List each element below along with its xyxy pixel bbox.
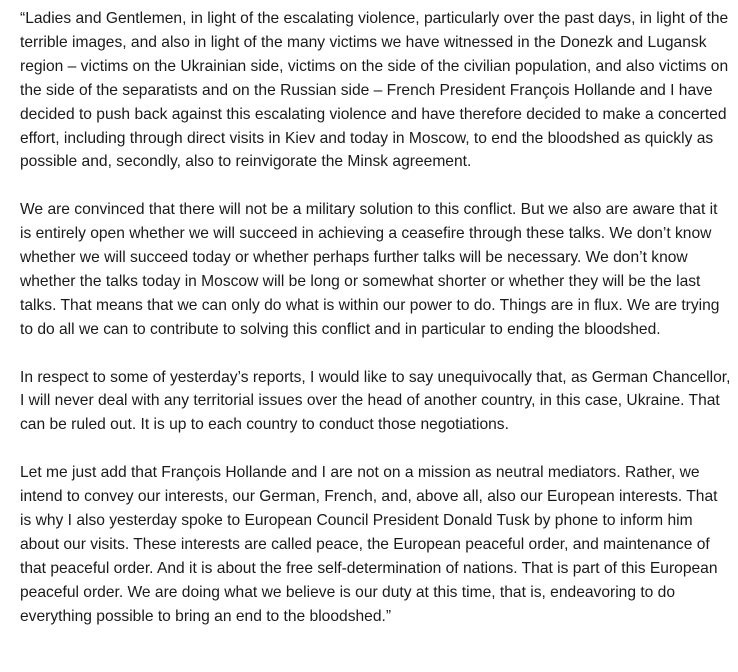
paragraph-4: Let me just add that François Hollande and I are not on a mission as neutral mediators. Rather, we intend to convey our interests, our German, French, and, above all, also our European interests. That is why I also yesterday spoke to European Council President Donald Tusk by phone to inform him about our visits. These interests are called peace, the European peaceful order, and maintenance of that peaceful order. And it is about the free self-determination of nations. That is part of this European peaceful order. We are doing what we believe is our duty at this time, that is, endeavoring to do everything possible to bring an end to the bloodshed.” [20,464,718,625]
paragraph-1: “Ladies and Gentlemen, in light of the escalating violence, particularly over the past days, in light of the terrible images, and also in light of the many victims we have witnessed in the Donezk and Lugansk region – victims on the Ukrainian side, victims on the side of the civilian population, and also victims on the side of the separatists and on the Russian side – French President François Hollande and I have decided to push back against this escalating violence and have therefore decided to make a concerted effort, including through direct visits in Kiev and today in Moscow, to end the bloodshed as quickly as possible and, secondly, also to reinvigorate the Minsk agreement. [20,10,729,171]
paragraph-3: In respect to some of yesterday’s reports, I would like to say unequivocally that, as German Chancellor, I will never deal with any territorial issues over the head of another country, in this case, Ukraine. That can be ruled out. It is up to each country to conduct those negotiations. [20,368,731,434]
paragraph-2: We are convinced that there will not be a military solution to this conflict. But we also are aware that it is entirely open whether we will succeed in achieving a ceasefire through these talks. We don’t know whether we will succeed today or whether perhaps further talks will be necessary. We don’t know whether the talks today in Moscow will be long or somewhat shorter or whether they will be the last talks. That means that we can only do what is within our power to do. Things are in flux. We are trying to do all we can to contribute to solving this conflict and in particular to ending the bloodshed. [20,201,720,338]
